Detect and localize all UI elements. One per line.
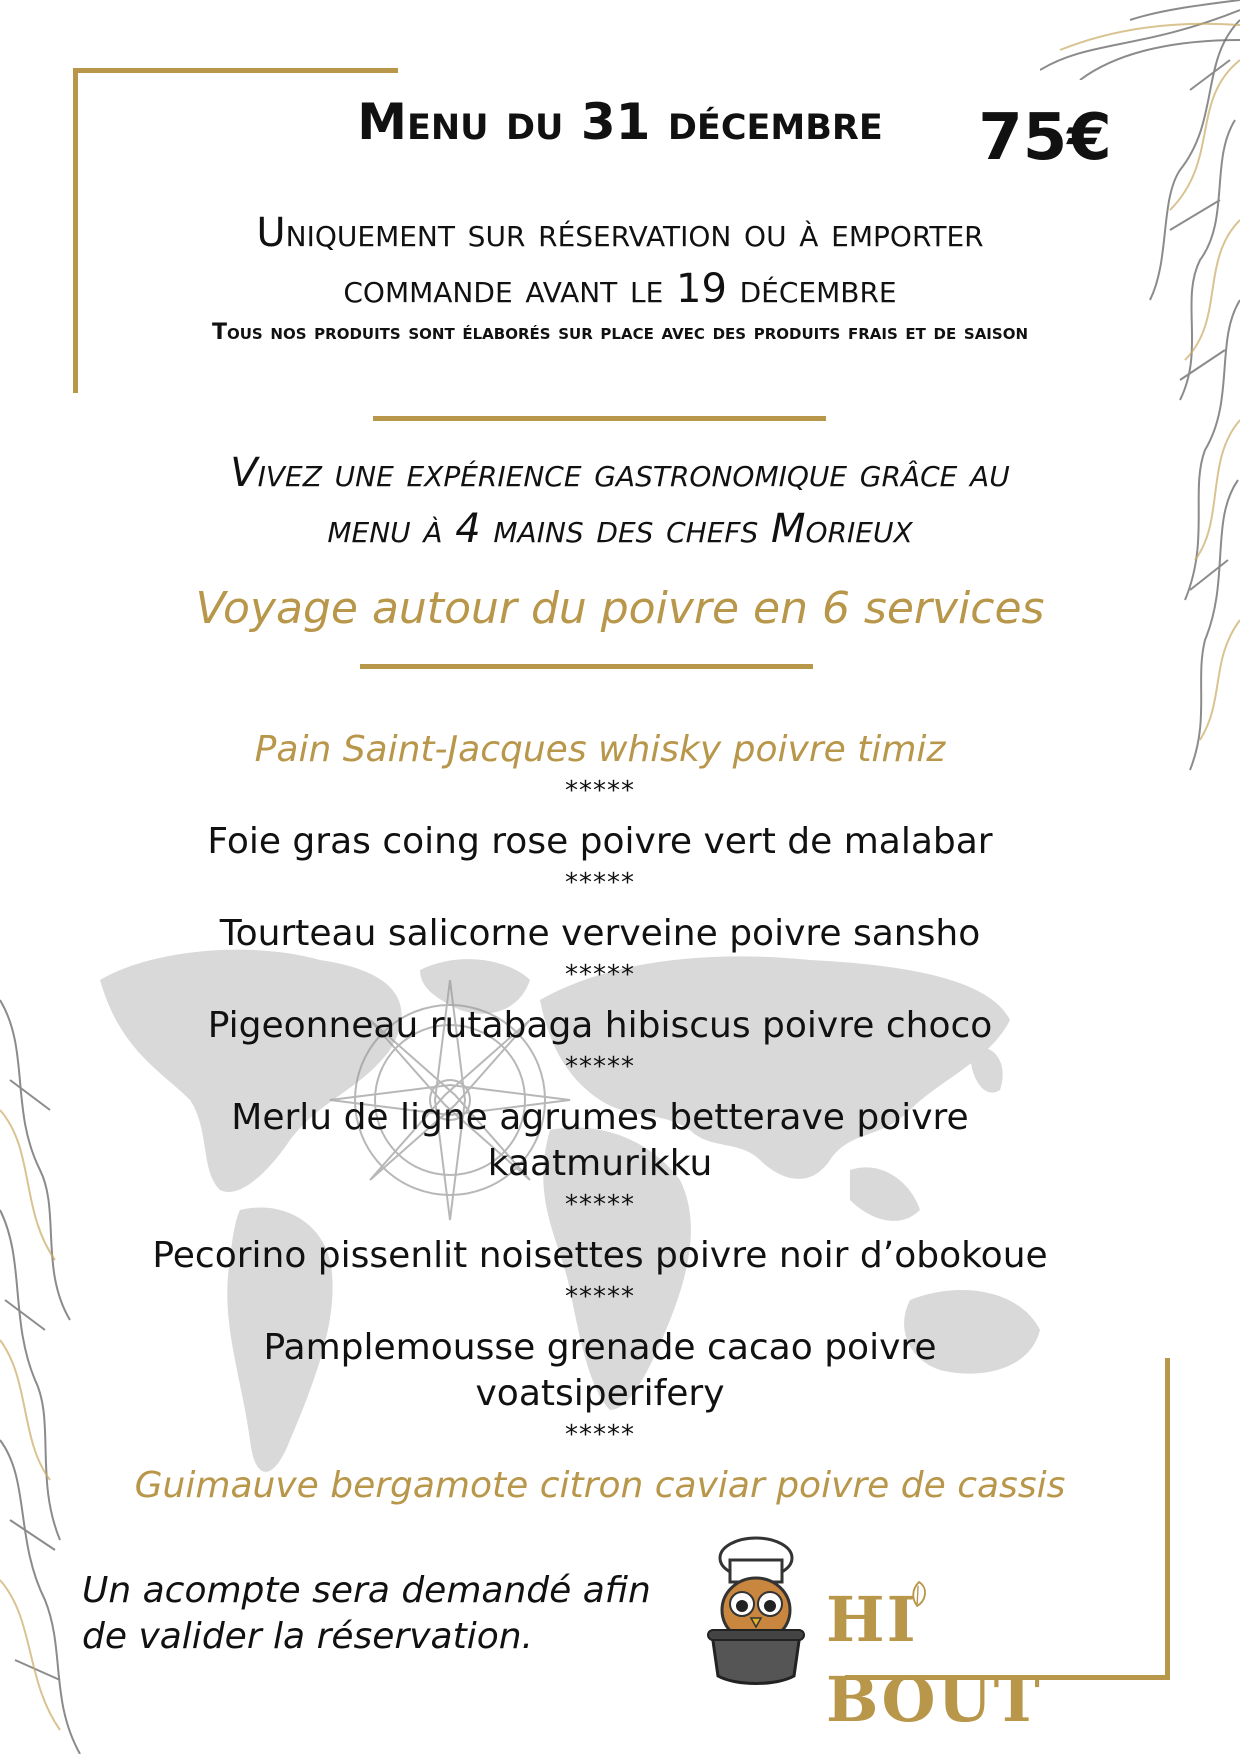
dish-4: Pigeonneau rutabaga hibiscus poivre choco xyxy=(207,1005,993,1046)
separator: ***** xyxy=(565,1190,635,1220)
intro-line-1: Vivez une expérience gastronomique grâce au xyxy=(230,450,1010,496)
dish-3: Tourteau salicorne verveine poivre sansho xyxy=(219,913,981,954)
hibout-logo-text: HI BOUT xyxy=(826,1583,1042,1736)
dish-2: Foie gras coing rose poivre vert de malabar xyxy=(207,821,993,862)
dish-6: Pecorino pissenlit noisettes poivre noir d’obokoue xyxy=(152,1235,1048,1276)
menu-subtitle: Voyage autour du poivre en 6 services xyxy=(195,583,1045,634)
dish-7-line-1: Pamplemousse grenade cacao poivre xyxy=(263,1327,937,1368)
dish-5-line-1: Merlu de ligne agrumes betterave poivre xyxy=(231,1097,969,1138)
separator: ***** xyxy=(565,1420,635,1450)
separator: ***** xyxy=(565,868,635,898)
separator: ***** xyxy=(565,1282,635,1312)
order-deadline-line: commande avant le 19 décembre xyxy=(343,266,897,312)
dish-5-line-2: kaatmurikku xyxy=(487,1143,713,1184)
fresh-products-line: Tous nos produits sont élaborés sur place avec des produits frais et de saison xyxy=(211,320,1029,345)
divider-bottom xyxy=(360,664,813,669)
hibout-logo xyxy=(826,1580,1146,1736)
tree-branches-top xyxy=(1040,0,1240,80)
separator: ***** xyxy=(565,1052,635,1082)
frame-top-left-vertical xyxy=(73,68,78,393)
deposit-note-line-2: de valider la réservation. xyxy=(82,1616,533,1657)
reservation-line: Uniquement sur réservation ou à emporter xyxy=(256,210,984,256)
frame-bottom-right-vertical xyxy=(1165,1358,1170,1680)
owl-chef-icon xyxy=(696,1530,816,1690)
frame-top-left-horizontal xyxy=(73,68,398,73)
intro-line-2: menu à 4 mains des chefs Morieux xyxy=(327,506,913,552)
dish-8: Guimauve bergamote citron caviar poivre de cassis xyxy=(134,1465,1066,1506)
menu-title: Menu du 31 décembre xyxy=(357,93,883,151)
separator: ***** xyxy=(565,960,635,990)
divider-top xyxy=(373,416,826,421)
separator: ***** xyxy=(565,776,635,806)
dish-1: Pain Saint-Jacques whisky poivre timiz xyxy=(254,729,946,770)
deposit-note-line-1: Un acompte sera demandé afin xyxy=(82,1570,651,1611)
leaf-icon xyxy=(908,1580,930,1608)
menu-price: 75€ xyxy=(978,101,1112,175)
dish-7-line-2: voatsiperifery xyxy=(475,1373,725,1414)
